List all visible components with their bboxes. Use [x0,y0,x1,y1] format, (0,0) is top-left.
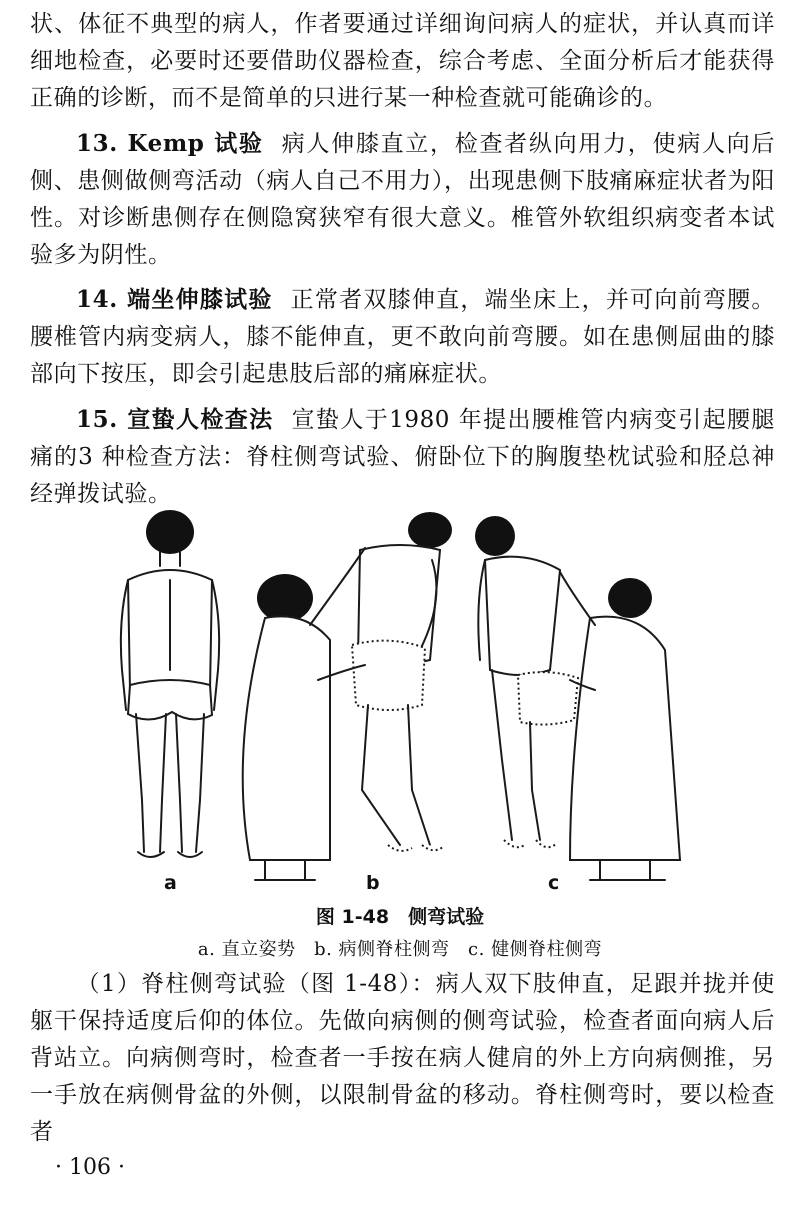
figure-caption: 图 1-48 侧弯试验 [315,906,485,928]
paragraph-sitting-knee-test: 14. 端坐伸膝试验 正常者双膝伸直，端坐床上，并可向前弯腰。腰椎管内病变病人，膝不能伸直，更不敢向前弯腰。如在患侧屈曲的膝部向下按压，即会引起患肢后部的痛麻症状。 [30,286,775,387]
paragraph-intro: 状、体征不典型的病人，作者要通过详细询问病人的症状，并认真而详细地检查，必要时还要借助仪器检查，综合考虑、全面分析后才能获得正确的诊断，而不是简单的只进行某一种检查就可能确诊的。 [30,11,775,111]
figure-side-bending-test [100,500,700,895]
figure-label-a: a [164,872,177,894]
figure-label-c: c [548,872,560,894]
paragraph-kemp-test: 13. Kemp 试验 病人伸膝直立，检查者纵向用力，使病人向后侧、患侧做侧弯活动（病人自己不用力），出现患侧下肢痛麻症状者为阳性。对诊断患侧存在侧隐窝狭窄有很大意义。椎管外软组织病变者本试验多为阴性。 [30,130,776,268]
paragraph-xuan-method: 15. 宣蛰人检查法 宣蛰人于1980 年提出腰椎管内病变引起腰腿痛的3 种检查方法：脊柱侧弯试验、俯卧位下的胸腹垫枕试验和胫总神经弹拨试验。 [30,406,775,507]
figure-illustration [100,500,700,895]
figure-a-standing-patient [121,510,219,857]
figure-subcaption: a. 直立姿势 b. 病侧脊柱侧弯 c. 健侧脊柱侧弯 [197,939,603,960]
figure-b-lateral-bend [243,512,452,880]
figure-label-b: b [366,872,380,894]
section-heading-xuan: 15. 宣蛰人检查法 [76,406,274,433]
section-heading-sitting-knee: 14. 端坐伸膝试验 [76,286,273,313]
figure-c-healthy-side-bend [475,516,680,880]
paragraph-side-bend-test: （1）脊柱侧弯试验（图 1-48）：病人双下肢伸直，足跟并拢并使躯干保持适度后仰的体位。先做向病侧的侧弯试验，检查者面向病人后背站立。向病侧弯时，检查者一手按在病人健肩的外上方向病侧推，另一手放在病侧骨盆的外侧，以限制骨盆的移动。脊柱侧弯时，要以检查者 [30,971,775,1145]
page-number: · 106 · [55,1155,125,1180]
section-heading-kemp: 13. Kemp 试验 [76,130,264,157]
